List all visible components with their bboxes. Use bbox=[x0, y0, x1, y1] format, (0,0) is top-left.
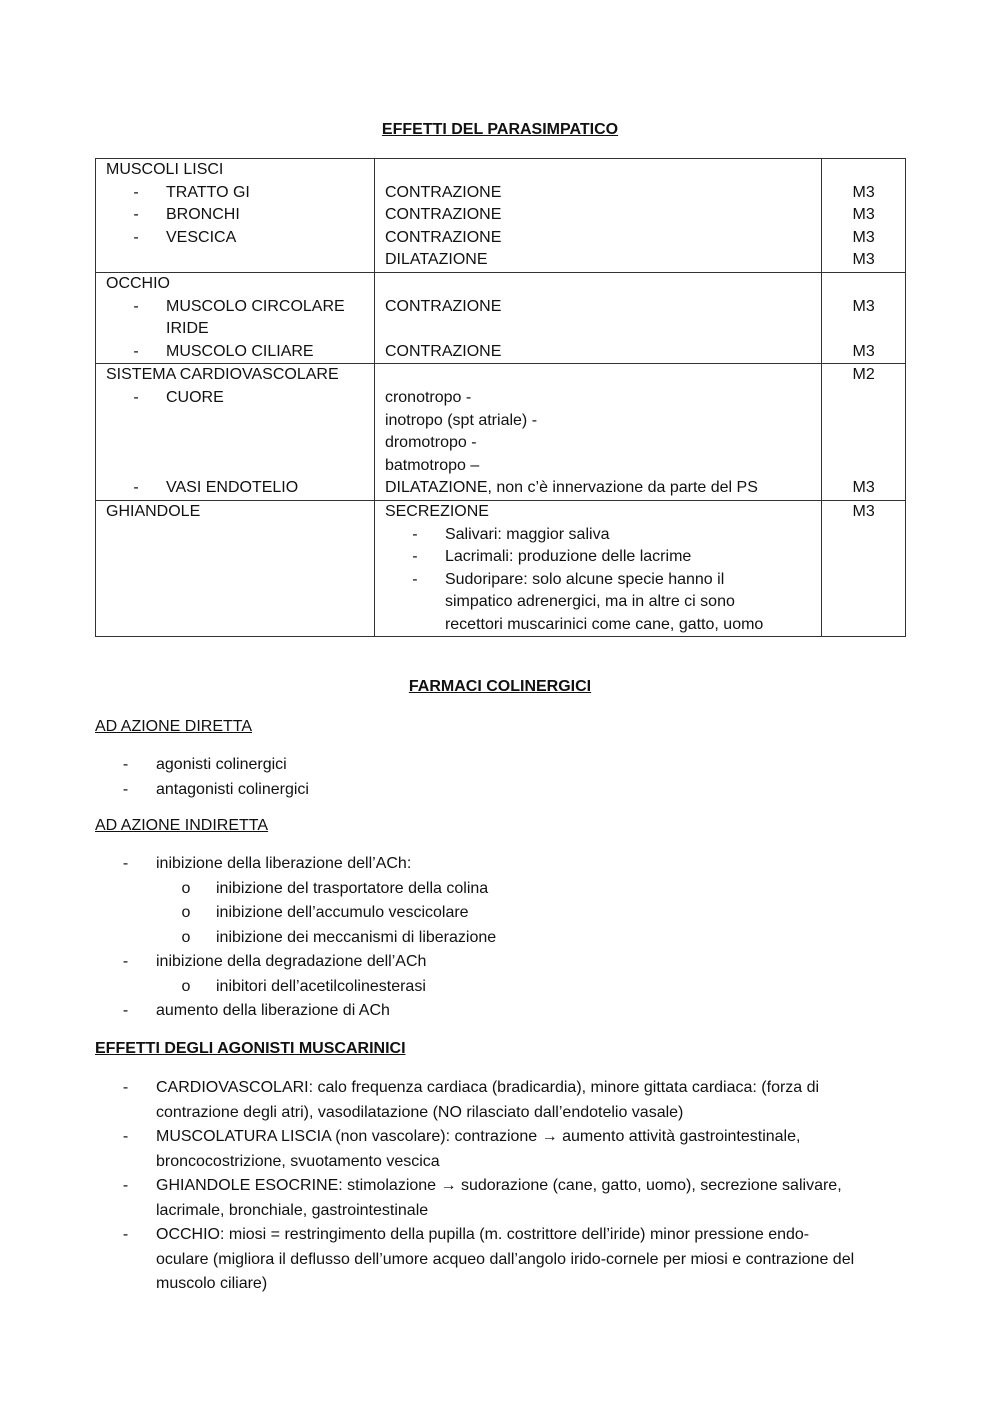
heading-diretta: AD AZIONE DIRETTA bbox=[95, 718, 253, 735]
list-subitem: o inibizione dei meccanismi di liberazione bbox=[181, 928, 497, 946]
list-item-cont: broncocostrizione, svuotamento vescica bbox=[156, 1152, 440, 1170]
list-item: - agonisti colinergici bbox=[122, 756, 287, 773]
row-heading: SISTEMA CARDIOVASCOLARE bbox=[106, 366, 339, 384]
effect-cell: CONTRAZIONE bbox=[384, 183, 502, 201]
list-item-cont: recettori muscarinici come cane, gatto, uomo bbox=[444, 615, 764, 633]
heading-indiretta: AD AZIONE INDIRETTA bbox=[95, 817, 269, 834]
list-item: MUSCOLO CIRCOLARE bbox=[166, 297, 345, 315]
table-row: GHIANDOLE SECREZIONE - Salivari: maggior saliva - Lacrimali: produzione delle lacrime - Sudoripare: solo alcune specie hanno il simpatico adrenergici, ma in altre ci sono recettori muscarinici come cane, gatto, uomo M3 bbox=[96, 500, 906, 637]
list-item-cont: muscolo ciliare) bbox=[156, 1275, 268, 1292]
receptor-cell: M3 bbox=[852, 479, 875, 497]
list-item-cont: IRIDE bbox=[166, 320, 209, 338]
effect-cell: DILATAZIONE bbox=[384, 251, 488, 269]
arrow-right-icon: → bbox=[541, 1128, 558, 1145]
list-item: VASI ENDOTELIO bbox=[166, 479, 299, 497]
title-parasimpatico: EFFETTI DEL PARASIMPATICO bbox=[381, 121, 619, 138]
table-row: MUSCOLI LISCI - TRATTO GI - BRONCHI - VESCICA CONTRAZIONE CONTRAZIONE CONTRAZIONE DILATAZIONE M3 M3 M3 M3 bbox=[96, 159, 906, 273]
receptor-cell: M3 bbox=[852, 206, 875, 224]
list-subitem: o inibizione del trasportatore della colina bbox=[181, 879, 489, 897]
effect-cell: dromotropo - bbox=[384, 434, 477, 452]
title-farmaci: FARMACI COLINERGICI bbox=[408, 678, 592, 695]
effect-cell: CONTRAZIONE bbox=[384, 206, 502, 224]
effect-cell: batmotropo – bbox=[384, 456, 480, 474]
list-item: MUSCOLO CILIARE bbox=[166, 342, 314, 360]
receptor-cell: M3 bbox=[852, 251, 875, 269]
effect-cell: CONTRAZIONE bbox=[384, 342, 502, 360]
effect-cell: DILATAZIONE, non c’è innervazione da parte del PS bbox=[384, 479, 758, 497]
list-item: - OCCHIO: miosi = restringimento della pupilla (m. costrittore dell’iride) minor pressione endo- bbox=[122, 1226, 810, 1243]
list-indiretta bbox=[95, 852, 906, 1024]
list-item: BRONCHI bbox=[166, 206, 240, 224]
row-heading: MUSCOLI LISCI bbox=[106, 161, 224, 178]
list-item: - inibizione della degradazione dell’ACh bbox=[122, 953, 427, 970]
list-item: Lacrimali: produzione delle lacrime bbox=[444, 548, 692, 566]
table-row: OCCHIO - MUSCOLO CIRCOLARE IRIDE - MUSCOLO CILIARE CONTRAZIONE CONTRAZIONE M3 M3 bbox=[96, 272, 906, 363]
effect-cell: SECREZIONE bbox=[384, 502, 489, 520]
receptor-cell: M3 bbox=[852, 297, 875, 315]
list-item-cont: oculare (migliora il deflusso dell’umore acqueo dall’angolo irido-cornele per miosi e contrazione del bbox=[156, 1250, 855, 1268]
list-item: - aumento della liberazione di ACh bbox=[122, 1002, 390, 1019]
receptor-cell: M3 bbox=[852, 502, 875, 520]
list-subitem: o inibizione dell’accumulo vescicolare bbox=[181, 904, 469, 921]
list-item: CUORE bbox=[166, 388, 224, 406]
effect-cell: cronotropo - bbox=[384, 388, 472, 406]
list-item: - CARDIOVASCOLARI: calo frequenza cardiaca (bradicardia), minore gittata cardiaca: (forza di bbox=[122, 1079, 820, 1096]
list-diretta bbox=[95, 753, 906, 802]
effect-cell: CONTRAZIONE bbox=[384, 228, 502, 246]
list-item: - inibizione della liberazione dell’ACh: bbox=[122, 855, 412, 872]
receptor-cell: M3 bbox=[852, 342, 875, 360]
list-agonisti bbox=[95, 1076, 906, 1297]
list-item: VESCICA bbox=[166, 228, 237, 246]
list-item-cont: lacrimale, bronchiale, gastrointestinale bbox=[156, 1201, 429, 1219]
list-item: - GHIANDOLE ESOCRINE: stimolazione → sudorazione (cane, gatto, uomo), secrezione salivare, bbox=[122, 1177, 842, 1194]
list-item: TRATTO GI bbox=[166, 183, 250, 201]
row-heading: OCCHIO bbox=[106, 274, 170, 292]
receptor-cell: M2 bbox=[852, 366, 875, 384]
list-item-cont: simpatico adrenergici, ma in altre ci sono bbox=[444, 593, 735, 611]
list-subitem: o inibitori dell’acetilcolinesterasi bbox=[181, 977, 426, 995]
row-heading: GHIANDOLE bbox=[106, 502, 201, 520]
title-agonisti: EFFETTI DEGLI AGONISTI MUSCARINICI bbox=[95, 1040, 406, 1057]
list-item: Salivari: maggior saliva bbox=[444, 525, 610, 543]
list-item-cont: contrazione degli atri), vasodilatazione (NO rilasciato dall’endotelio vasale) bbox=[156, 1103, 684, 1121]
effect-cell: CONTRAZIONE bbox=[384, 297, 502, 315]
list-item: Sudoripare: solo alcune specie hanno il bbox=[444, 570, 725, 588]
list-item: - antagonisti colinergici bbox=[122, 780, 309, 798]
list-item: - MUSCOLATURA LISCIA (non vascolare): contrazione → aumento attività gastrointestinale, bbox=[122, 1128, 801, 1145]
arrow-right-icon: → bbox=[440, 1177, 457, 1194]
table-row: SISTEMA CARDIOVASCOLARE - CUORE - VASI ENDOTELIO cronotropo - inotropo (spt atriale) - dromotropo - batmotropo – DILATAZIONE, non c’è innervazione da parte del PS M2 M3 bbox=[96, 364, 906, 501]
effects-table bbox=[95, 158, 906, 637]
receptor-cell: M3 bbox=[852, 183, 875, 201]
receptor-cell: M3 bbox=[852, 228, 875, 246]
effect-cell: inotropo (spt atriale) - bbox=[384, 411, 538, 429]
